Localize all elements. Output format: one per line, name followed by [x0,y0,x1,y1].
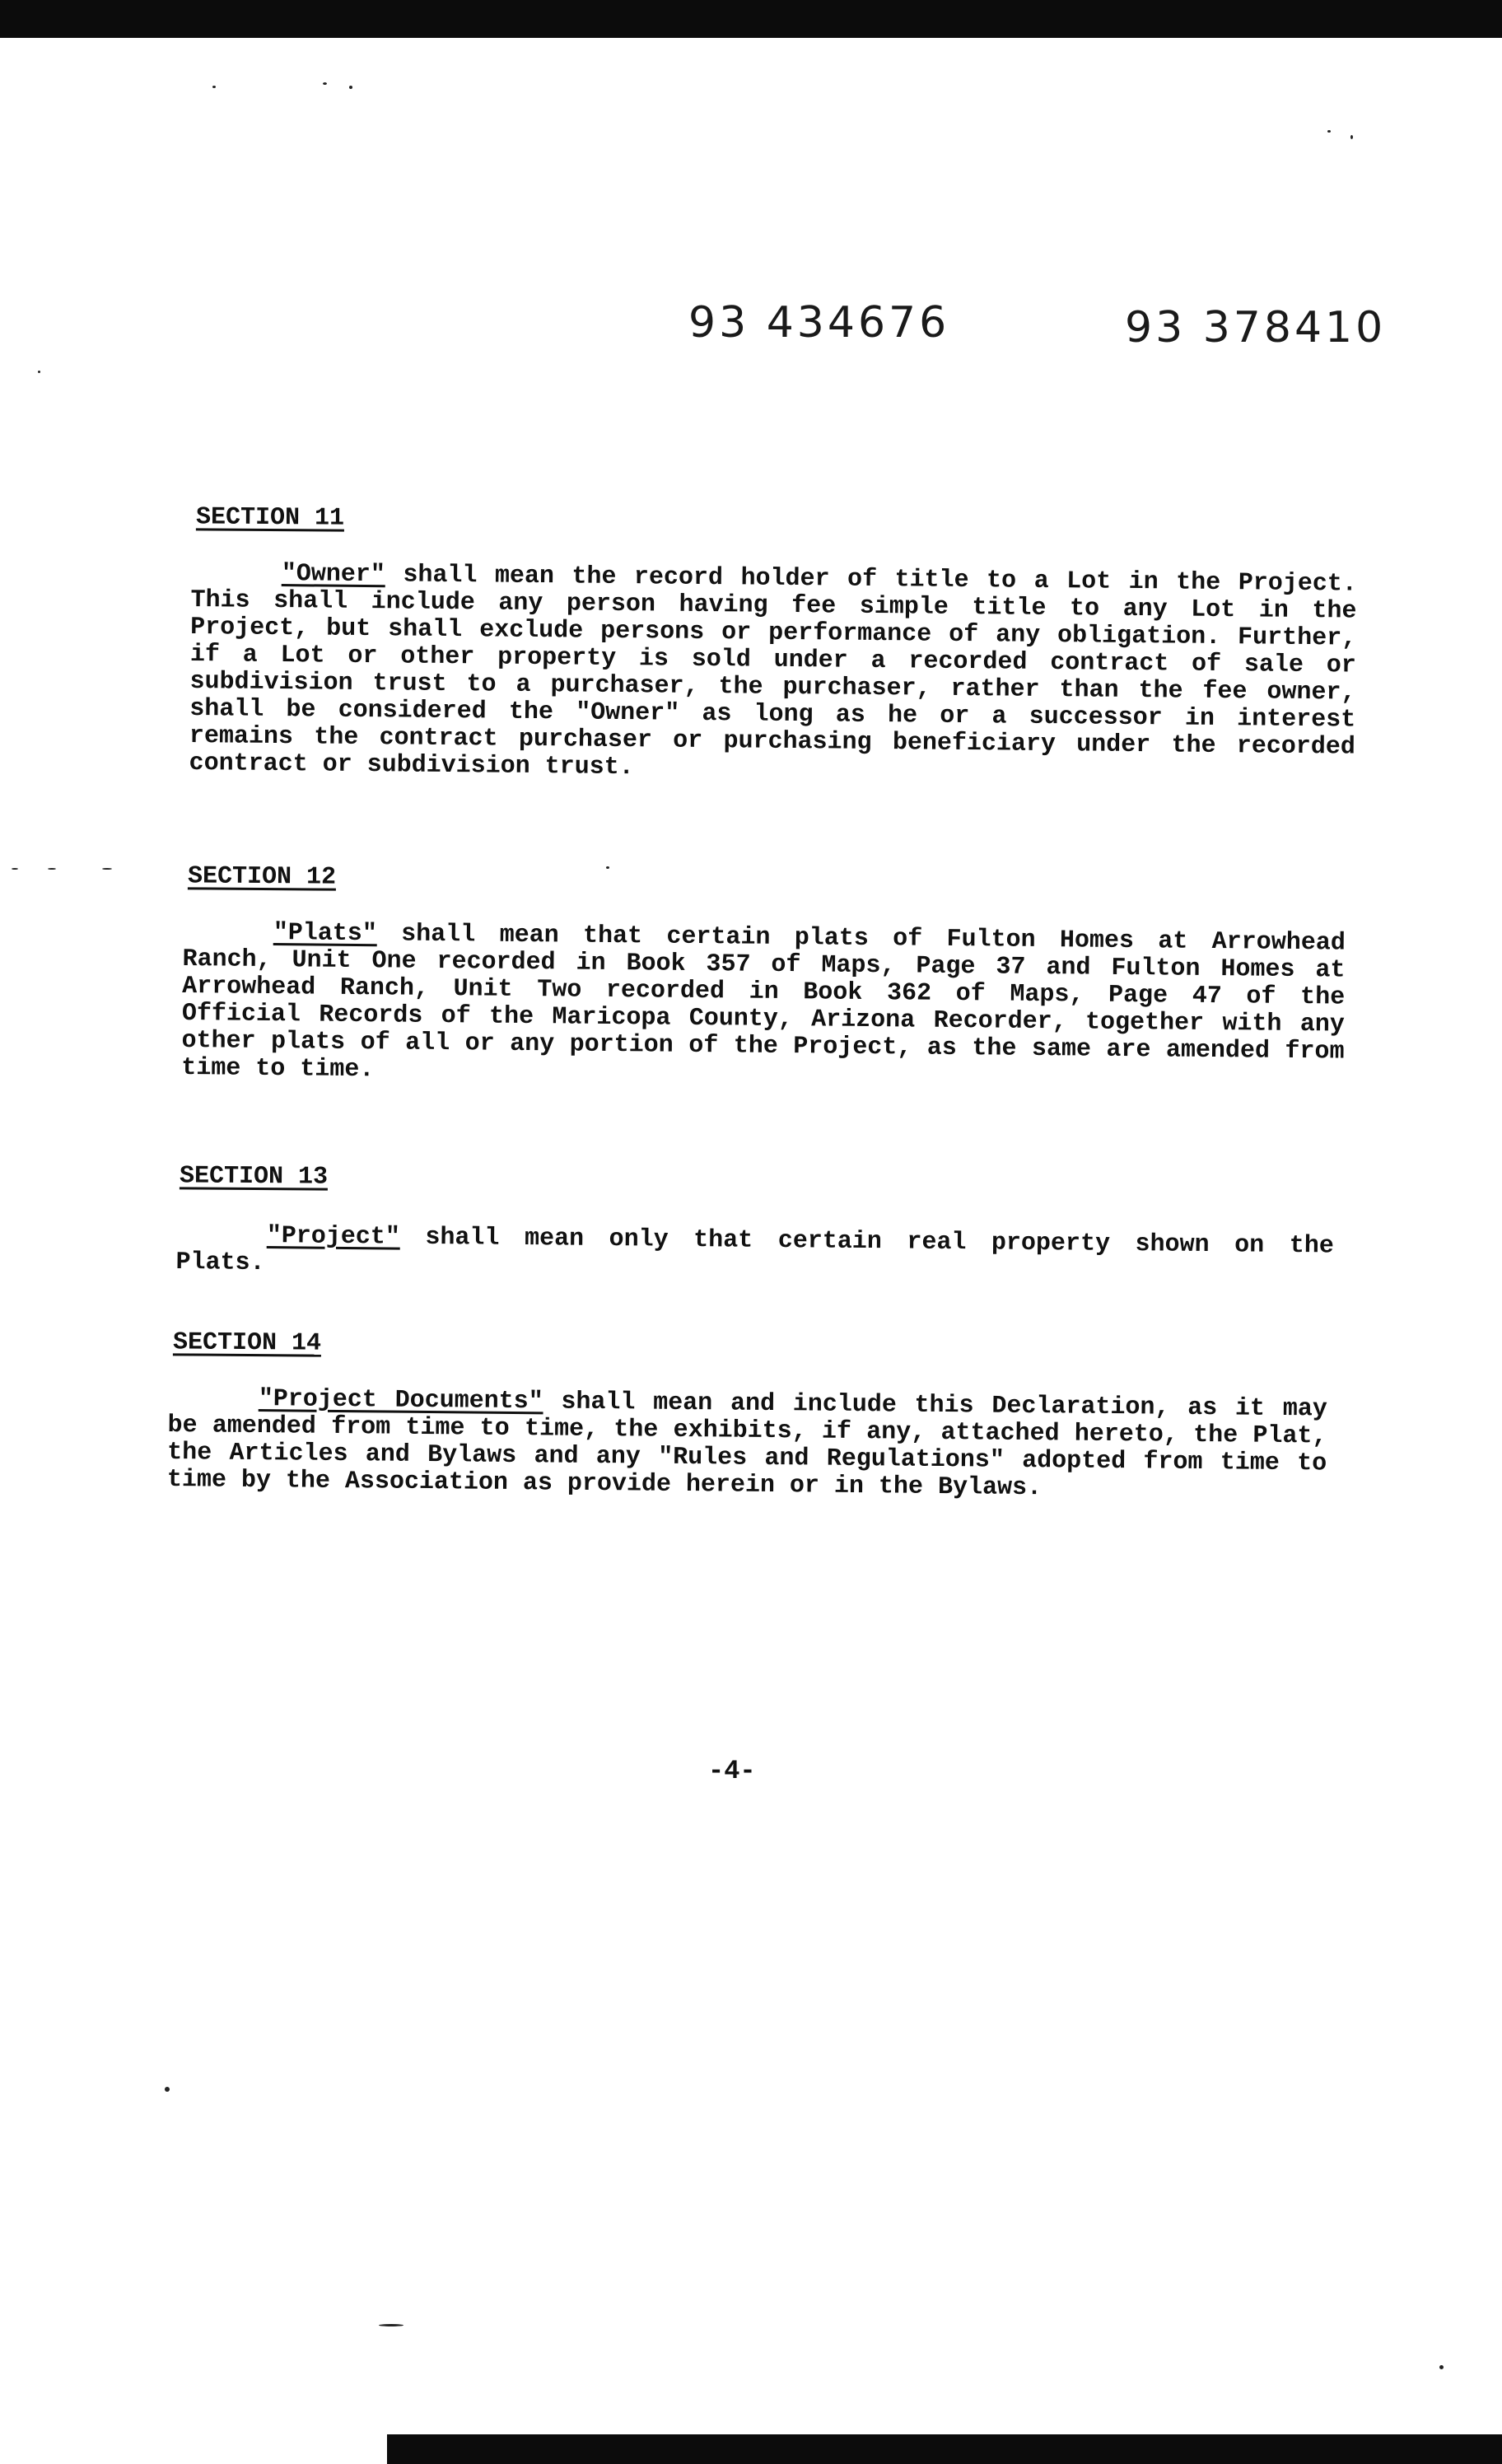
defined-term: "Project Documents" [258,1385,543,1416]
scan-speck [102,868,112,870]
section-heading: SECTION 14 [172,1328,322,1358]
scan-speck [12,868,18,870]
scan-speck [212,86,216,88]
scan-speck [1327,130,1331,133]
defined-term: "Plats" [273,919,378,949]
paragraph-indent [183,938,273,939]
scan-speck [1439,2365,1444,2369]
definition-text: shall mean the record holder of title to a Lot in the Project. This shall include any person having fee simple title to any Lot in the Project, but shall exclude persons or performance of any obligation. Further, if a Lot or other property is sold under a recorded contract of sale or subdivision trust to a purchaser, the purchaser, rather than the fee owner, shall be considered the "Owner" as long as he or a successor in interest remains the contract purchaser or purchasing beneficiary under the recorded contract or subdivision trust. [189,561,1357,782]
section-paragraph [175,1222,1334,1287]
scan-bottom-tab [0,2396,387,2464]
scan-speck [1350,135,1353,139]
scan-speck [379,2324,403,2326]
scan-speck [38,371,40,373]
section-paragraph [167,1385,1327,1505]
section-heading: SECTION 12 [187,862,337,892]
scan-speck [48,868,56,870]
definition-text: shall mean only that certain real property shown on the Plats. [175,1223,1334,1278]
section-paragraph [181,919,1346,1094]
defined-term: "Owner" [281,560,386,590]
scan-speck [349,86,352,89]
paragraph-indent [191,579,282,580]
scan-speck [323,82,327,85]
paragraph-indent [176,1241,267,1242]
page-number: -4- [708,1756,756,1786]
scan-top-border [0,0,1502,38]
recording-number-right: 93 378410 [1125,303,1387,352]
section-heading: SECTION 13 [179,1162,329,1192]
paragraph-indent [168,1404,259,1405]
definition-text: shall mean that certain plats of Fulton Homes at Arrowhead Ranch, Unit One recorded in Book 357 of Maps, Page 37 and Fulton Homes at Arrowhead Ranch, Unit Two recorded in Book 362 of Maps, Page 47 of the Official Records of the Maricopa County, Arizona Recorder, together with any other plats of all or any portion of the Project, as the same are amended from time to time. [181,920,1346,1085]
scan-speck [606,866,609,869]
defined-term: "Project" [266,1222,401,1252]
section-paragraph [189,560,1356,789]
section-heading: SECTION 11 [195,503,345,533]
scan-speck [165,2087,170,2092]
definition-text: shall mean and include this Declaration, as it may be amended from time to time, the exhibits, if any, attached hereto, the Plat, the Articles and Bylaws and any "Rules and Regulations" adopted from time to time by the Association as provide herein or in the Bylaws. [166,1388,1327,1503]
recording-number-left: 93 434676 [688,298,950,348]
